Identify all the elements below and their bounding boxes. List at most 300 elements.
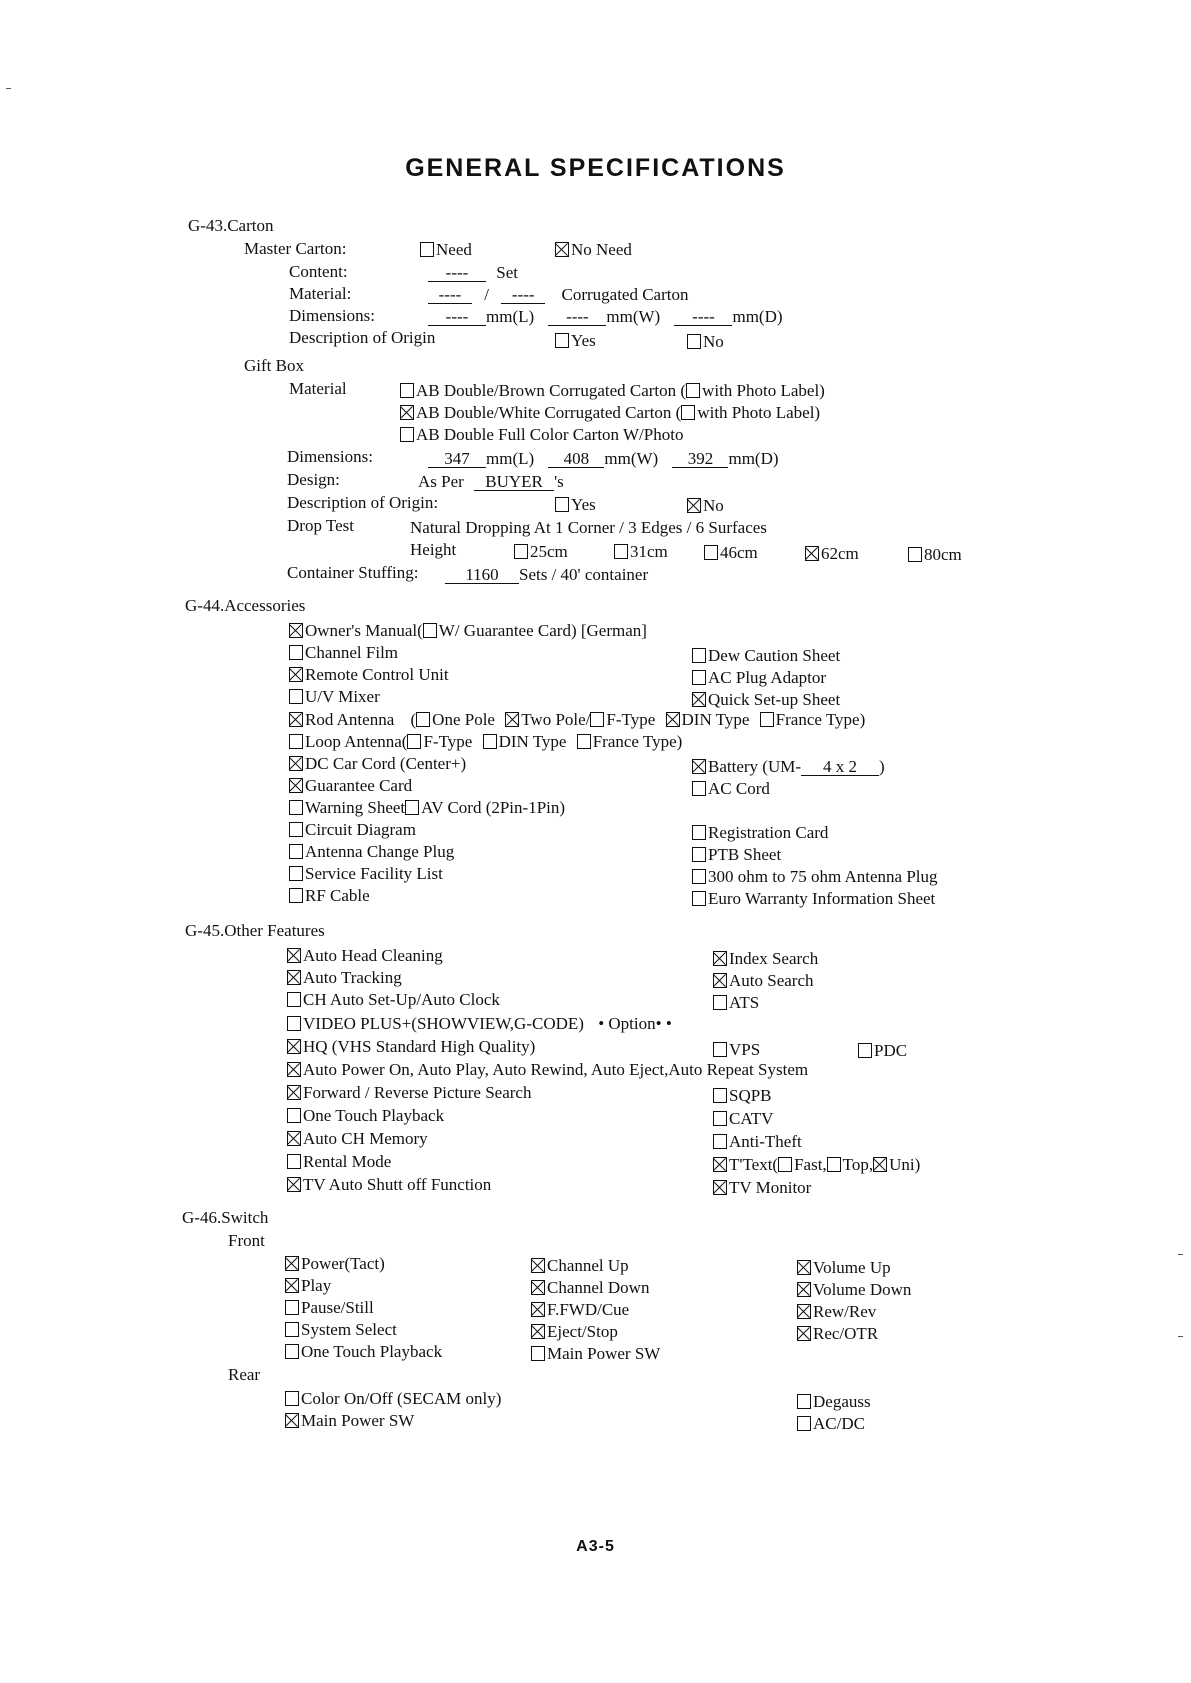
option-label: with Photo Label) (702, 381, 825, 400)
height-option-31[interactable] (614, 542, 668, 562)
accessory-antenna-plug-300[interactable] (692, 867, 938, 887)
feature-index-search[interactable] (713, 949, 818, 969)
checkbox[interactable] (797, 1260, 811, 1275)
feature-one-touch[interactable] (287, 1106, 444, 1126)
master-carton-label: Master Carton: (244, 239, 347, 258)
item-label: F-Type (606, 710, 656, 729)
item-label: Degauss (813, 1392, 871, 1411)
checkbox[interactable] (289, 778, 303, 793)
checkbox[interactable] (285, 1300, 299, 1315)
item-label: Rental Mode (303, 1152, 392, 1171)
section-heading-carton: G-43.Carton (188, 216, 274, 235)
checkbox[interactable] (289, 623, 303, 638)
checkbox[interactable] (797, 1416, 811, 1431)
switch-ac-dc[interactable] (797, 1414, 865, 1434)
checkbox[interactable] (713, 995, 727, 1010)
checkbox[interactable] (713, 1088, 727, 1103)
checkbox[interactable] (289, 866, 303, 881)
item-label: Channel Film (305, 643, 399, 662)
switch-main-power-rear[interactable] (285, 1411, 414, 1431)
master-dimensions-row (428, 307, 783, 327)
gift-origin-yes[interactable] (555, 495, 596, 515)
master-dim-l: ---- (428, 308, 486, 326)
item-label: W/ Guarantee Card) [German] (438, 621, 647, 640)
accessory-euro-warranty[interactable] (692, 889, 935, 909)
item-label: Service Facility List (305, 864, 443, 883)
checkbox[interactable] (778, 1157, 792, 1172)
checkbox[interactable] (285, 1256, 299, 1271)
checkbox[interactable] (713, 1157, 727, 1172)
accessory-guarantee-card[interactable] (289, 776, 412, 796)
master-origin-no-checkbox[interactable] (687, 334, 701, 349)
option-label: AB Double/Brown Corrugated Carton ( (416, 381, 687, 400)
gift-material-checkbox[interactable] (400, 405, 414, 420)
photo-label-checkbox[interactable] (686, 383, 700, 398)
checkbox[interactable] (287, 1039, 301, 1054)
accessory-remote-control[interactable] (289, 665, 449, 685)
item-label: One Pole (432, 710, 495, 729)
item-label: Play (301, 1276, 332, 1295)
feature-vps[interactable] (713, 1040, 760, 1060)
checkbox[interactable] (692, 759, 706, 774)
item-label: Channel Down (547, 1278, 650, 1297)
checkbox[interactable] (423, 623, 437, 638)
gift-material-option-3[interactable] (400, 425, 683, 445)
item-label: Registration Card (708, 823, 829, 842)
accessory-service-facility[interactable] (289, 864, 443, 884)
checkbox[interactable] (531, 1346, 545, 1361)
checkbox[interactable] (287, 1062, 301, 1077)
feature-forward-reverse[interactable] (287, 1083, 531, 1103)
item-label: CATV (729, 1109, 774, 1128)
item-label: PTB Sheet (708, 845, 782, 864)
item-label: DC Car Cord (Center+) (305, 754, 467, 773)
item-label: Remote Control Unit (305, 665, 449, 684)
accessory-rf-cable[interactable] (289, 886, 370, 906)
checkbox[interactable] (289, 756, 303, 771)
accessory-channel-film[interactable] (289, 643, 398, 663)
feature-pdc[interactable] (858, 1041, 907, 1061)
feature-auto-ch-memory[interactable] (287, 1129, 428, 1149)
checkbox[interactable] (713, 1134, 727, 1149)
checkbox[interactable] (827, 1157, 841, 1172)
height-option-62[interactable] (805, 544, 859, 564)
checkbox[interactable] (797, 1282, 811, 1297)
feature-anti-theft[interactable] (713, 1132, 802, 1152)
material-row (428, 285, 688, 305)
height-checkbox[interactable] (514, 544, 528, 559)
option-label: Yes (571, 331, 596, 350)
checkbox[interactable] (692, 670, 706, 685)
container-stuffing-label: Container Stuffing: (287, 563, 419, 582)
design-suffix: 's (554, 472, 564, 491)
item-label: ( (410, 710, 417, 729)
switch-color-onoff[interactable] (285, 1389, 501, 1409)
unit-label: mm(L) (486, 449, 535, 468)
height-checkbox[interactable] (805, 546, 819, 561)
accessory-owners-manual[interactable] (289, 621, 647, 641)
checkbox[interactable] (760, 712, 774, 727)
unit-label: mm(D) (732, 307, 783, 326)
stuffing-suffix: Sets / 40' container (519, 565, 649, 584)
checkbox[interactable] (287, 1108, 301, 1123)
item-label: TV Auto Shutt off Function (303, 1175, 492, 1194)
switch-rew-rev[interactable] (797, 1302, 876, 1322)
feature-tv-auto-shutoff[interactable] (287, 1175, 491, 1195)
checkbox[interactable] (287, 1085, 301, 1100)
gift-origin-label: Description of Origin: (287, 493, 439, 512)
item-label: HQ (VHS Standard High Quality) (303, 1037, 536, 1056)
master-need-checkbox[interactable] (420, 242, 434, 257)
item-label: Power(Tact) (301, 1254, 385, 1273)
item-label: Main Power SW (301, 1411, 415, 1430)
checkbox[interactable] (285, 1322, 299, 1337)
design-label: Design: (287, 470, 340, 489)
item-label: AC/DC (813, 1414, 865, 1433)
switch-front-label: Front (228, 1231, 265, 1250)
gift-box-label: Gift Box (244, 356, 304, 375)
switch-volume-up[interactable] (797, 1258, 891, 1278)
gift-dim-d: 392 (672, 450, 728, 468)
feature-auto-tracking[interactable] (287, 968, 402, 988)
checkbox[interactable] (289, 667, 303, 682)
gift-material-checkbox[interactable] (400, 383, 414, 398)
checkbox[interactable] (287, 1016, 301, 1031)
checkbox[interactable] (692, 648, 706, 663)
checkbox[interactable] (713, 1111, 727, 1126)
feature-ttext[interactable] (713, 1155, 920, 1175)
feature-ch-auto-setup[interactable] (287, 990, 500, 1010)
section-heading-accessories: G-44.Accessories (185, 596, 306, 615)
gift-dimensions-row (428, 449, 779, 469)
accessory-circuit-diagram[interactable] (289, 820, 416, 840)
item-label: Fast, (794, 1155, 827, 1174)
switch-ffwd-cue[interactable] (531, 1300, 629, 1320)
checkbox[interactable] (666, 712, 680, 727)
content-unit: Set (496, 263, 518, 282)
gift-material-option-1[interactable] (400, 381, 825, 401)
page-number: A3-5 (576, 1538, 615, 1555)
height-checkbox[interactable] (908, 547, 922, 562)
item-label: AV Cord (2Pin-1Pin) (421, 798, 566, 817)
checkbox[interactable] (287, 1177, 301, 1192)
checkbox[interactable] (287, 1131, 301, 1146)
switch-channel-down[interactable] (531, 1278, 649, 1298)
content-row (428, 263, 518, 283)
unit-label: mm(D) (728, 449, 779, 468)
checkbox[interactable] (692, 847, 706, 862)
section-heading-other-features: G-45.Other Features (185, 921, 325, 940)
unit-label: mm(L) (486, 307, 535, 326)
item-label: Auto Power On, Auto Play, Auto Rewind, Auto Eject,Auto Repeat System (303, 1060, 809, 1079)
checkbox[interactable] (289, 689, 303, 704)
item-label: Channel Up (547, 1256, 629, 1275)
item-label: VPS (729, 1040, 761, 1059)
switch-power-tact[interactable] (285, 1254, 385, 1274)
scan-mark (1178, 1336, 1183, 1337)
gift-dim-w: 408 (548, 450, 604, 468)
option-label: Need (436, 240, 472, 259)
item-label: Volume Down (813, 1280, 912, 1299)
item-label: Main Power SW (547, 1344, 661, 1363)
height-checkbox[interactable] (704, 545, 718, 560)
feature-video-plus[interactable] (287, 1014, 672, 1034)
item-label: T'Text( (729, 1155, 779, 1174)
switch-rec-otr[interactable] (797, 1324, 878, 1344)
checkbox[interactable] (692, 781, 706, 796)
item-label: Color On/Off (SECAM only) (301, 1389, 502, 1408)
checkbox[interactable] (692, 825, 706, 840)
master-need-option[interactable] (420, 240, 472, 260)
accessory-uv-mixer[interactable] (289, 687, 380, 707)
battery-value: 4 x 2 (801, 758, 879, 776)
checkbox[interactable] (692, 692, 706, 707)
feature-auto-head-cleaning[interactable] (287, 946, 443, 966)
page-title: GENERAL SPECIFICATIONS (405, 154, 786, 182)
option-label: 62cm (821, 544, 859, 563)
checkbox[interactable] (858, 1043, 872, 1058)
switch-channel-up[interactable] (531, 1256, 629, 1276)
accessory-ptb-sheet[interactable] (692, 845, 781, 865)
checkbox[interactable] (713, 951, 727, 966)
master-no-need-option[interactable] (555, 240, 632, 260)
checkbox[interactable] (713, 973, 727, 988)
option-label: No (703, 496, 724, 515)
switch-pause-still[interactable] (285, 1298, 374, 1318)
master-origin-yes-checkbox[interactable] (555, 333, 569, 348)
item-label: Uni) (889, 1155, 921, 1174)
item-label: France Type) (592, 732, 683, 751)
checkbox[interactable] (692, 891, 706, 906)
checkbox[interactable] (285, 1413, 299, 1428)
accessory-antenna-change-plug[interactable] (289, 842, 454, 862)
content-value: ---- (428, 264, 486, 282)
stuffing-value: 1160 (445, 566, 519, 584)
checkbox[interactable] (797, 1304, 811, 1319)
accessory-ac-plug-adaptor[interactable] (692, 668, 826, 688)
accessory-warning-sheet[interactable] (289, 798, 565, 818)
gift-material-checkbox[interactable] (400, 427, 414, 442)
checkbox[interactable] (285, 1278, 299, 1293)
photo-label-checkbox[interactable] (681, 405, 695, 420)
checkbox[interactable] (289, 844, 303, 859)
checkbox[interactable] (285, 1344, 299, 1359)
accessory-dc-car-cord[interactable] (289, 754, 466, 774)
feature-hq[interactable] (287, 1037, 535, 1057)
checkbox[interactable] (287, 1154, 301, 1169)
item-label: One Touch Playback (301, 1342, 443, 1361)
accessory-rod-antenna[interactable] (289, 710, 865, 730)
checkbox[interactable] (590, 712, 604, 727)
item-label: Circuit Diagram (305, 820, 416, 839)
master-origin-yes[interactable] (555, 331, 596, 351)
feature-rental-mode[interactable] (287, 1152, 391, 1172)
gift-origin-no[interactable] (687, 496, 724, 516)
checkbox[interactable] (287, 948, 301, 963)
material-value-1: ---- (428, 286, 472, 304)
item-label: Quick Set-up Sheet (708, 690, 841, 709)
checkbox[interactable] (873, 1157, 887, 1172)
feature-auto-power[interactable] (287, 1060, 808, 1080)
checkbox[interactable] (289, 712, 303, 727)
option-label: 80cm (924, 545, 962, 564)
accessory-ac-cord[interactable] (692, 779, 770, 799)
checkbox[interactable] (483, 734, 497, 749)
item-label: DIN Type (681, 710, 750, 729)
height-option-80[interactable] (908, 545, 962, 565)
option-note: • Option• • (598, 1014, 672, 1033)
item-label: U/V Mixer (305, 687, 380, 706)
checkbox[interactable] (289, 734, 303, 749)
option-label: AB Double/White Corrugated Carton ( (416, 403, 682, 422)
option-label: No Need (571, 240, 632, 259)
item-label: Guarantee Card (305, 776, 413, 795)
section-heading-switch: G-46.Switch (182, 1208, 269, 1227)
checkbox[interactable] (405, 800, 419, 815)
height-checkbox[interactable] (614, 544, 628, 559)
checkbox[interactable] (407, 734, 421, 749)
item-label: CH Auto Set-Up/Auto Clock (303, 990, 500, 1009)
checkbox[interactable] (289, 822, 303, 837)
switch-main-power-front[interactable] (531, 1344, 660, 1364)
item-label: SQPB (729, 1086, 772, 1105)
switch-one-touch-playback[interactable] (285, 1342, 442, 1362)
master-no-need-checkbox[interactable] (555, 242, 569, 257)
item-label: AC Cord (708, 779, 770, 798)
item-label: Eject/Stop (547, 1322, 618, 1341)
item-label: Rec/OTR (813, 1324, 879, 1343)
item-label: Top, (842, 1155, 874, 1174)
item-label: ATS (729, 993, 760, 1012)
item-label: Two Pole/ (521, 710, 591, 729)
checkbox[interactable] (797, 1326, 811, 1341)
item-label: Loop Antenna( (305, 732, 408, 751)
option-label: Yes (571, 495, 596, 514)
checkbox[interactable] (713, 1042, 727, 1057)
item-label: Volume Up (813, 1258, 891, 1277)
accessory-dew-caution[interactable] (692, 646, 840, 666)
feature-sqpb[interactable] (713, 1086, 772, 1106)
item-label: One Touch Playback (303, 1106, 445, 1125)
item-label: AC Plug Adaptor (708, 668, 827, 687)
checkbox[interactable] (289, 888, 303, 903)
design-row (418, 472, 564, 492)
accessory-quick-setup[interactable] (692, 690, 840, 710)
checkbox[interactable] (531, 1324, 545, 1339)
item-label: Euro Warranty Information Sheet (708, 889, 936, 908)
item-label: Pause/Still (301, 1298, 374, 1317)
checkbox[interactable] (797, 1394, 811, 1409)
item-label: Forward / Reverse Picture Search (303, 1083, 532, 1102)
checkbox[interactable] (692, 869, 706, 884)
checkbox[interactable] (285, 1391, 299, 1406)
checkbox[interactable] (289, 645, 303, 660)
accessory-registration-card[interactable] (692, 823, 828, 843)
gift-origin-no-checkbox[interactable] (687, 498, 701, 513)
switch-degauss[interactable] (797, 1392, 871, 1412)
switch-rear-label: Rear (228, 1365, 261, 1384)
item-label: System Select (301, 1320, 397, 1339)
item-label: Dew Caution Sheet (708, 646, 841, 665)
feature-tv-monitor[interactable] (713, 1178, 811, 1198)
design-value: BUYER (474, 473, 554, 491)
material-label: Material: (289, 284, 352, 303)
master-dim-d: ---- (674, 308, 732, 326)
item-label: ) (879, 757, 885, 776)
switch-eject-stop[interactable] (531, 1322, 618, 1342)
item-label: Auto Head Cleaning (303, 946, 443, 965)
item-label: F-Type (423, 732, 473, 751)
item-label: Auto Search (729, 971, 814, 990)
item-label: TV Monitor (729, 1178, 812, 1197)
item-label: Index Search (729, 949, 819, 968)
item-label: Antenna Change Plug (305, 842, 455, 861)
height-option-46[interactable] (704, 543, 758, 563)
checkbox[interactable] (289, 800, 303, 815)
feature-auto-search[interactable] (713, 971, 814, 991)
drop-test-label: Drop Test (287, 516, 354, 535)
checkbox[interactable] (531, 1258, 545, 1273)
master-origin-no[interactable] (687, 332, 724, 352)
item-label: DIN Type (498, 732, 567, 751)
checkbox[interactable] (531, 1280, 545, 1295)
feature-catv[interactable] (713, 1109, 773, 1129)
height-option-25[interactable] (514, 542, 568, 562)
accessory-loop-antenna[interactable] (289, 732, 682, 752)
feature-ats[interactable] (713, 993, 759, 1013)
option-label: 25cm (530, 542, 568, 561)
item-label: RF Cable (305, 886, 370, 905)
switch-system-select[interactable] (285, 1320, 397, 1340)
gift-material-option-2[interactable] (400, 403, 820, 423)
item-label: Rew/Rev (813, 1302, 877, 1321)
item-label: Warning Sheet (305, 798, 406, 817)
checkbox[interactable] (505, 712, 519, 727)
checkbox[interactable] (287, 970, 301, 985)
item-label: Anti-Theft (729, 1132, 802, 1151)
material-text: Corrugated Carton (561, 285, 689, 304)
gift-origin-yes-checkbox[interactable] (555, 497, 569, 512)
option-label: AB Double Full Color Carton W/Photo (416, 425, 684, 444)
unit-label: mm(W) (604, 449, 659, 468)
accessory-battery[interactable] (692, 757, 885, 777)
switch-play[interactable] (285, 1276, 331, 1296)
checkbox[interactable] (577, 734, 591, 749)
material-value-2: ---- (501, 286, 545, 304)
option-label: 46cm (720, 543, 758, 562)
gift-dim-l: 347 (428, 450, 486, 468)
container-stuffing-row (445, 565, 648, 585)
scan-mark (1178, 1254, 1183, 1255)
switch-volume-down[interactable] (797, 1280, 911, 1300)
item-label: France Type) (775, 710, 866, 729)
item-label: Auto CH Memory (303, 1129, 428, 1148)
option-label: No (703, 332, 724, 351)
scan-mark (6, 88, 11, 89)
item-label: Battery (UM- (708, 757, 802, 776)
content-label: Content: (289, 262, 348, 281)
option-label: 31cm (630, 542, 668, 561)
checkbox[interactable] (287, 992, 301, 1007)
checkbox[interactable] (713, 1180, 727, 1195)
option-label: with Photo Label) (697, 403, 821, 422)
gift-material-label: Material (289, 379, 347, 398)
design-prefix: As Per (418, 472, 464, 491)
master-origin-label: Description of Origin (289, 328, 436, 347)
master-dimensions-label: Dimensions: (289, 306, 375, 325)
checkbox[interactable] (531, 1302, 545, 1317)
checkbox[interactable] (416, 712, 430, 727)
